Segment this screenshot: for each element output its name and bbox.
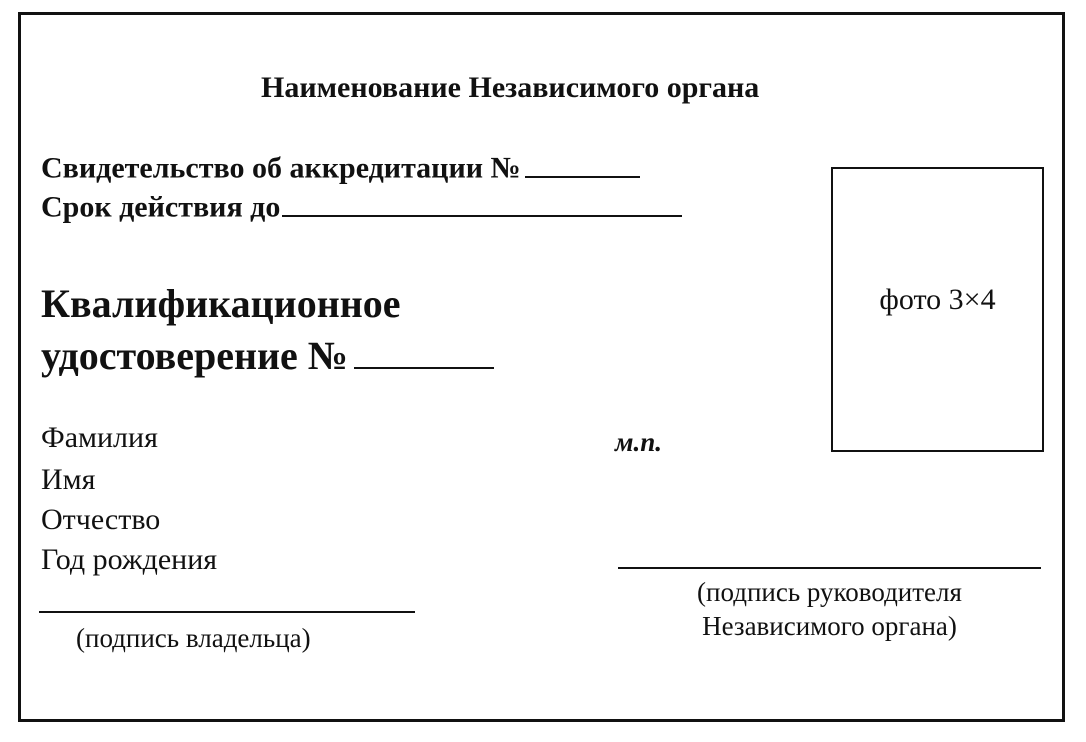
stamp-place-label: м.п. (615, 427, 663, 457)
qualification-title-line1: Квалификационное (41, 281, 401, 326)
accreditation-certificate-label: Свидетельство об аккредитации № (41, 151, 521, 185)
head-signature-line (618, 567, 1041, 569)
accreditation-number-blank (525, 150, 640, 178)
head-signature-caption-line2: Независимого органа) (702, 611, 957, 641)
qualification-title-line2 (41, 332, 494, 379)
certificate-form (18, 12, 1065, 722)
patronymic-label: Отчество (41, 503, 161, 536)
organization-title: Наименование Независимого органа (261, 71, 760, 104)
birth-year-label: Год рождения (41, 543, 218, 576)
surname-label: Фамилия (41, 421, 158, 454)
accreditation-certificate-line (41, 150, 640, 186)
validity-line (41, 189, 682, 225)
photo-label: фото 3×4 (879, 283, 996, 316)
qualification-number-blank (354, 333, 494, 369)
head-signature-caption-line1: (подпись руководителя (697, 577, 962, 607)
owner-signature-line (39, 611, 415, 613)
owner-signature-caption: (подпись владельца) (76, 623, 311, 653)
validity-label: Срок действия до (41, 190, 281, 224)
name-label: Имя (41, 463, 96, 496)
qualification-number-label: удостоверение № (41, 333, 348, 378)
validity-date-blank (282, 189, 682, 217)
photo-placeholder (831, 167, 1044, 452)
